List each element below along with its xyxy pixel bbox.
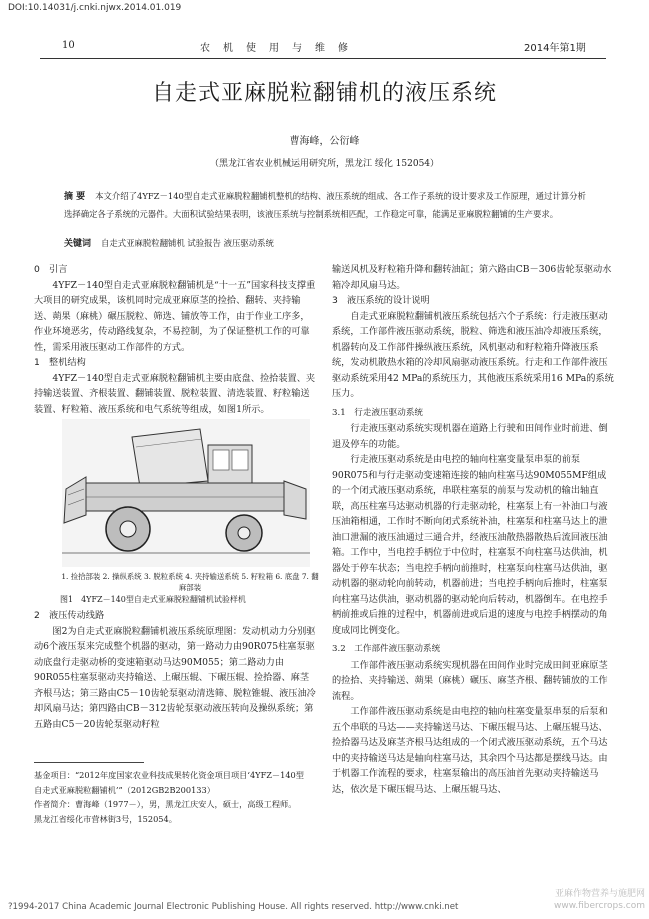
section31-heading: 3.1 行走液压驱动系统 (332, 407, 424, 418)
section31-paragraph-b: 行走液压驱动系统是由电控的轴向柱塞变量泵串泵的前泵90R075和与行走驱动变速箱连接的轴向柱塞马达90M055MF组成的一个闭式液压驱动系统，串联柱塞泵的前泵与发动机的输出轴直联，高压柱塞马达驱动机器的行走驱动轮，柱塞泵上有一补油口与液压油箱相通，工作时不断向闭式系统补油，柱塞泵和柱塞马达上的泄油口泄漏的液压油通过三通合并，经液压油散热器散热后流回液压油箱。工作中，当电控手柄位于中位时，柱塞泵不向柱塞马达供油，机器处于停车状态；当电控手柄向前推时，柱塞泵向柱塞马达供油，驱动机器的驱动轮向前转动，机器前进；当电控手柄向后推时，柱塞泵向柱塞马达供油，驱动机器的驱动轮向后转动，机器倒车。在电控手柄前推或后推的过程中，机器前进或后退的速度与电控手柄摆动的角度成同比例变化。 (332, 454, 608, 636)
author-note (34, 797, 304, 826)
section2-heading: 2 液压传动线路 (34, 610, 105, 621)
section3-paragraph: 自走式亚麻脱粒翻铺机液压系统包括六个子系统：行走液压驱动系统，工作部件液压驱动系统，脱粒、筛选和液压油冷却液压系统，机器转向及工作部件操纵液压系统，风机驱动和籽粒箱升降液压系统，发动机散热水箱的冷却风扇驱动液压系统。行走和工作部件液压驱动系统采用42 MPa的系统压力，其他液压系统采用16 MPa的系统压力。 (332, 310, 614, 399)
issue: 2014年第1期 (524, 43, 586, 54)
section2-paragraph: 图2为自走式亚麻脱粒翻铺机液压系统原理图：发动机动力分别驱动6个液压泵来完成整个机器的驱动，第一路动力由90R075柱塞泵驱动底盘行走驱动桥的变速箱驱动马达90M055；第二路动力由90R055柱塞泵驱动夹持输送、上碾压辊、下碾压辊、捡拾器、麻茎齐根马达；第三路由C5－10齿轮泵驱动清选筛、脱粒锥辊、液压油冷却风扇马达；第四路由CB－312齿轮泵驱动液压转向及操纵系统；第五路由C5－20齿轮泵驱动籽粒 (34, 625, 316, 730)
figure-caption: 图1 4YFZ－140型自走式亚麻脱粒翻铺机试验样机 (60, 595, 246, 604)
article-title: 自走式亚麻脱粒翻铺机的液压系统 (151, 81, 497, 106)
section1-paragraph: 4YFZ－140型自走式亚麻脱粒翻铺机主要由底盘、捡拾装置、夹持输送装置、齐根装置、翻铺装置、脱粒装置、清选装置、籽粒输送装置、籽粒箱、液压系统和电气系统等组成，如图1所示。 (34, 372, 316, 415)
page-number: 10 (62, 40, 75, 51)
section31-paragraph-a: 行走液压驱动系统实现机器在道路上行驶和田间作业时前进、倒退及停车的功能。 (332, 423, 608, 450)
abstract (64, 188, 586, 223)
fund-label: 基金项目： (34, 770, 75, 780)
section1-heading: 1 整机结构 (34, 357, 86, 368)
keywords-text: 自走式亚麻脱粒翻铺机 试验报告 液压驱动系统 (101, 238, 274, 248)
section2-continued: 输送风机及籽粒箱升降和翻转油缸；第六路由CB－306齿轮泵驱动水箱冷却风扇马达。 (332, 264, 612, 291)
left-column-bottom (34, 608, 318, 732)
section32-paragraph-a: 工作部件液压驱动系统实现机器在田间作业时完成田间亚麻原茎的捡拾、夹持输送、蒴果（麻桃）碾压、麻茎齐根、翻转铺放的工作流程。 (332, 659, 608, 702)
abstract-label: 摘 要 (64, 192, 86, 202)
copyright-footer: ?1994-2017 China Academic Journal Electronic Publishing House. All rights reserved. http://www.cnki.net (8, 902, 459, 912)
right-column (332, 262, 614, 797)
intro-heading: 0 引言 (34, 264, 68, 275)
section32-heading: 3.2 工作部件液压驱动系统 (332, 644, 441, 654)
footnotes (34, 768, 304, 826)
fund-text: “2012年度国家农业科技成果转化资金项目项目‘4YFZ－140型自走式亚麻脱粒翻铺机’”（2012GB2B200133） (34, 770, 304, 795)
journal-name: 农机使用与维修 (200, 43, 361, 54)
doi: DOI:10.14031/j.cnki.njwx.2014.01.019 (8, 3, 182, 13)
figure-harvester-machine (62, 419, 310, 567)
keywords (64, 236, 586, 249)
section3-heading: 3 液压系统的设计说明 (332, 295, 430, 306)
abstract-text: 本文介绍了4YFZ－140型自走式亚麻脱粒翻铺机整机的结构、液压系统的组成、各工作子系统的设计要求及工作原理，通过计算分析选择确定各子系统的元器件。大面积试验结果表明，该液压系统与控制系统相匹配，工作稳定可靠，能满足亚麻脱粒翻铺的生产要求。 (64, 191, 586, 219)
authors: 曹海峰，公衍峰 (289, 136, 360, 147)
affiliation: （黑龙江省农业机械运用研究所，黑龙江 绥化 152054） (209, 159, 440, 169)
watermark: 亚麻作物营养与施肥网 www.fibercrops.com (554, 889, 645, 911)
intro-paragraph: 4YFZ－140型自走式亚麻脱粒翻铺机是“十一五”国家科技支撑重大项目的研究成果，该机同时完成亚麻原茎的捡拾、翻转、夹持输送、蒴果（麻桃）碾压脱粒、筛选、铺放等工作，由于作业工序多，作业环境恶劣，传动路线复杂，不易控制，为了保证整机工作的可靠性，需采用液压驱动工作部件的方式。 (34, 279, 316, 353)
section32-paragraph-b: 工作部件液压驱动系统是由电控的轴向柱塞变量泵串泵的后泵和五个串联的马达——夹持输送马达、下碾压辊马达、上碾压辊马达、捡拾器马达及麻茎齐根马达组成的一个闭式液压驱动系统，五个马达中的夹持输送马达是轴向柱塞马达，其余四个马达都是摆线马达。由于机器工作流程的要求，柱塞泵输出的高压油首先驱动夹持输送马达，依次是下碾压辊马达、上碾压辊马达、 (332, 706, 608, 795)
footnote-rule (34, 762, 144, 763)
header-rule (40, 58, 606, 59)
author-text: 曹海峰（1977－），男，黑龙江庆安人，硕士，高级工程师。黑龙江省绥化市营林街3号，152054。 (34, 799, 297, 824)
figure-part-labels: 1. 捡拾部装 2. 操纵系统 3. 脱粒系统 4. 夹持输送系统 5. 籽粒箱 6. 底盘 7. 翻麻部装 (61, 572, 319, 592)
left-column-top (34, 262, 318, 417)
author-label: 作者简介： (34, 799, 75, 809)
fund-note (34, 768, 304, 797)
keywords-label: 关键词 (64, 239, 92, 249)
